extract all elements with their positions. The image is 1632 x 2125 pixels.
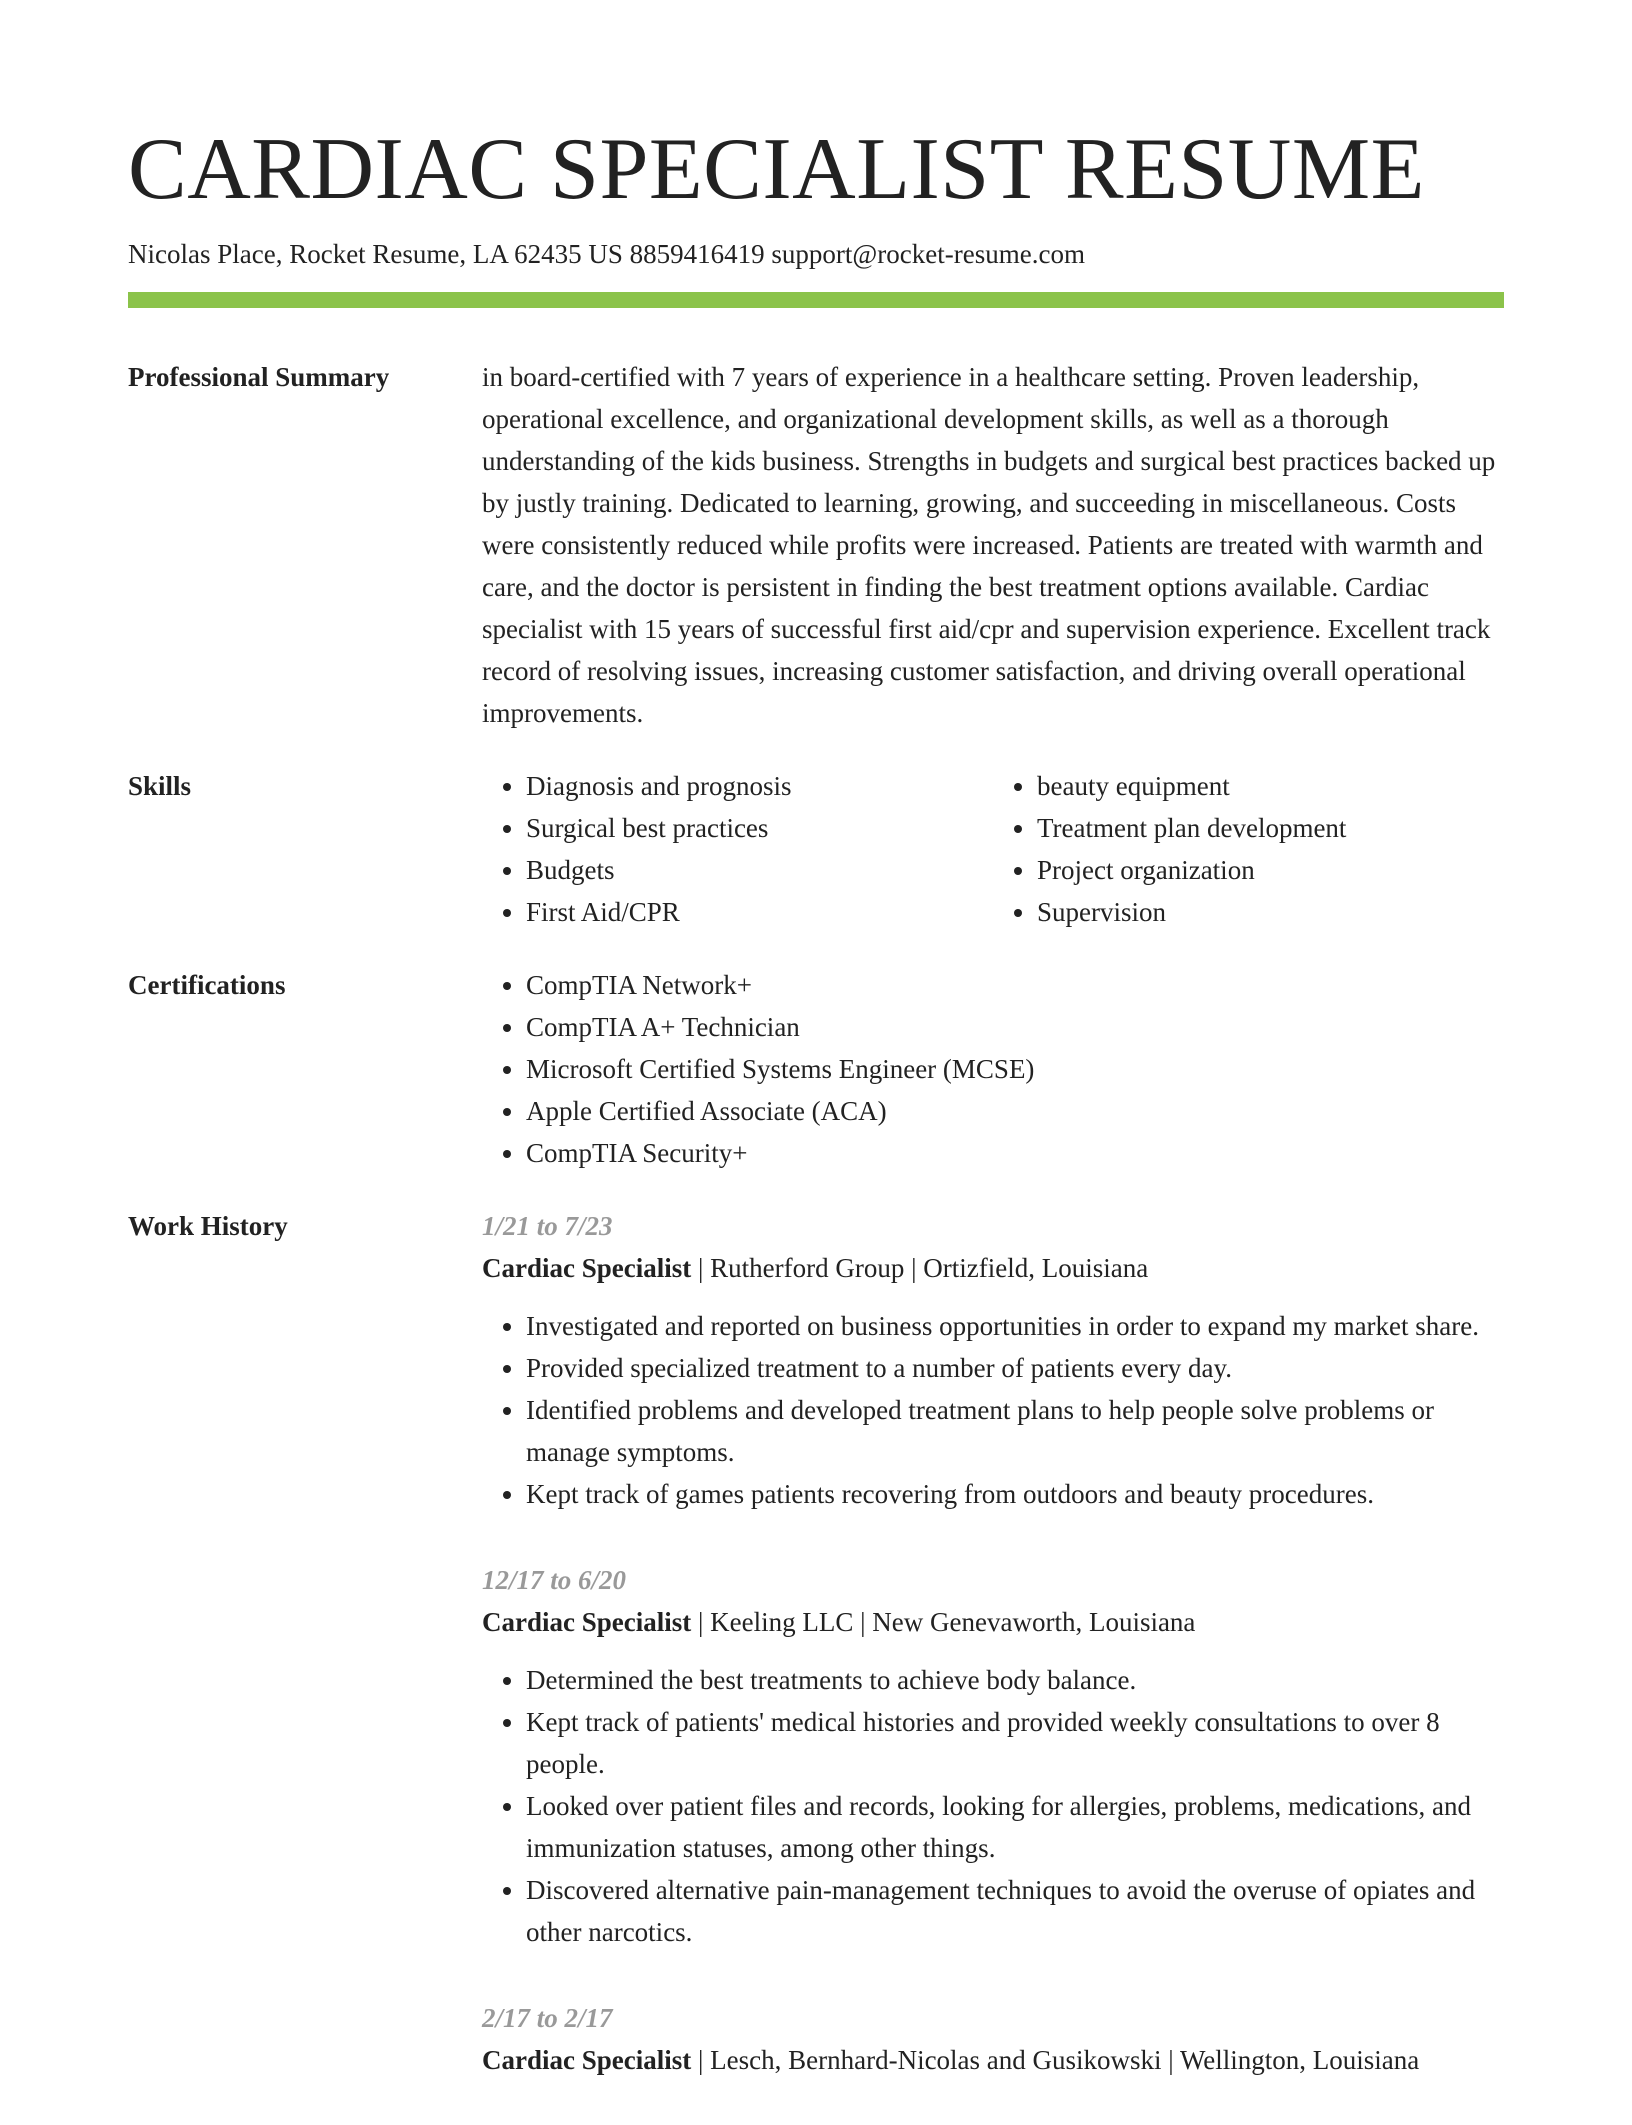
- job-entry: [482, 1559, 1504, 1953]
- job-company-location: | Keeling LLC | New Genevaworth, Louisiana: [691, 1607, 1196, 1637]
- section-professional-summary: [128, 356, 1504, 734]
- list-item: • Supervision: [1037, 891, 1504, 933]
- skills-list-left: [482, 765, 993, 933]
- list-item: • Discovered alternative pain-management techniques to avoid the overuse of opiates and other narcotics.: [526, 1869, 1504, 1953]
- job-title: Cardiac Specialist: [482, 1607, 692, 1637]
- job-heading: [482, 1247, 1504, 1289]
- list-item: • Treatment plan development: [1037, 807, 1504, 849]
- job-dates: 12/17 to 6/20: [482, 1565, 627, 1595]
- list-item: • Project organization: [1037, 849, 1504, 891]
- list-item: • Identified problems and developed treatment plans to help people solve problems or manage symptoms.: [526, 1389, 1504, 1473]
- header-divider: [128, 292, 1504, 308]
- list-item: • CompTIA Security+: [526, 1132, 1504, 1174]
- skills-list-right: [993, 765, 1504, 933]
- list-item: • Looked over patient files and records, looking for allergies, problems, medications, and immunization statuses, among other things.: [526, 1785, 1504, 1869]
- job-dates: 2/17 to 2/17: [482, 2003, 613, 2033]
- list-item: • Surgical best practices: [526, 807, 993, 849]
- list-item: • Kept track of patients' medical histories and provided weekly consultations to over 8 people.: [526, 1701, 1504, 1785]
- list-item: • Investigated and reported on business opportunities in order to expand my market share.: [526, 1305, 1504, 1347]
- list-item: • CompTIA Network+: [526, 964, 1504, 1006]
- job-heading: [482, 2039, 1504, 2081]
- contact-line: Nicolas Place, Rocket Resume, LA 62435 US 8859416419 support@rocket-resume.com: [128, 239, 1085, 269]
- job-heading: [482, 1601, 1504, 1643]
- section-label-skills: Skills: [128, 771, 192, 801]
- summary-text: in board-certified with 7 years of experience in a healthcare setting. Proven leadership, operational excellence, and organizational development skills, as well as a thorough understanding of the kids business. Strengths in budgets and surgical best practices backed up by justly training. Dedicated to learning, growing, and succeeding in miscellaneous. Costs were consistently reduced while profits were increased. Patients are treated with warmth and care, and the doctor is persistent in finding the best treatment options available. Cardiac specialist with 15 years of successful first aid/cpr and supervision experience. Excellent track record of resolving issues, increasing customer satisfaction, and driving overall operational improvements.: [482, 362, 1496, 728]
- list-item: • Budgets: [526, 849, 993, 891]
- job-company-location: | Lesch, Bernhard-Nicolas and Gusikowski | Wellington, Louisiana: [691, 2045, 1420, 2075]
- certifications-body: [482, 964, 1504, 1174]
- job-company-location: | Rutherford Group | Ortizfield, Louisiana: [691, 1253, 1149, 1283]
- section-skills: [128, 765, 1504, 933]
- job-entry: [482, 1205, 1504, 1515]
- list-item: • Microsoft Certified Systems Engineer (MCSE): [526, 1048, 1504, 1090]
- list-item: • Kept track of games patients recovering from outdoors and beauty procedures.: [526, 1473, 1504, 1515]
- skills-grid: [482, 765, 1504, 933]
- job-bullets: [482, 1659, 1504, 1953]
- list-item: • Provided specialized treatment to a number of patients every day.: [526, 1347, 1504, 1389]
- list-item: • First Aid/CPR: [526, 891, 993, 933]
- job-entry: [482, 1997, 1504, 2081]
- list-item: • Diagnosis and prognosis: [526, 765, 993, 807]
- list-item: • beauty equipment: [1037, 765, 1504, 807]
- resume-title: CARDIAC SPECIALIST RESUME: [128, 121, 1425, 218]
- section-label-work-history: Work History: [128, 1211, 288, 1241]
- job-bullets: [482, 1305, 1504, 1515]
- job-dates: 1/21 to 7/23: [482, 1211, 613, 1241]
- section-work-history: [128, 1205, 1504, 2125]
- job-title: Cardiac Specialist: [482, 2045, 692, 2075]
- section-label-certifications: Certifications: [128, 970, 286, 1000]
- summary-body: [482, 356, 1504, 734]
- section-certifications: [128, 964, 1504, 1174]
- certifications-list: [482, 964, 1504, 1174]
- list-item: • Determined the best treatments to achieve body balance.: [526, 1659, 1504, 1701]
- job-title: Cardiac Specialist: [482, 1253, 692, 1283]
- list-item: • CompTIA A+ Technician: [526, 1006, 1504, 1048]
- section-label-summary: Professional Summary: [128, 362, 390, 392]
- list-item: • Apple Certified Associate (ACA): [526, 1090, 1504, 1132]
- work-history-body: [482, 1205, 1504, 2125]
